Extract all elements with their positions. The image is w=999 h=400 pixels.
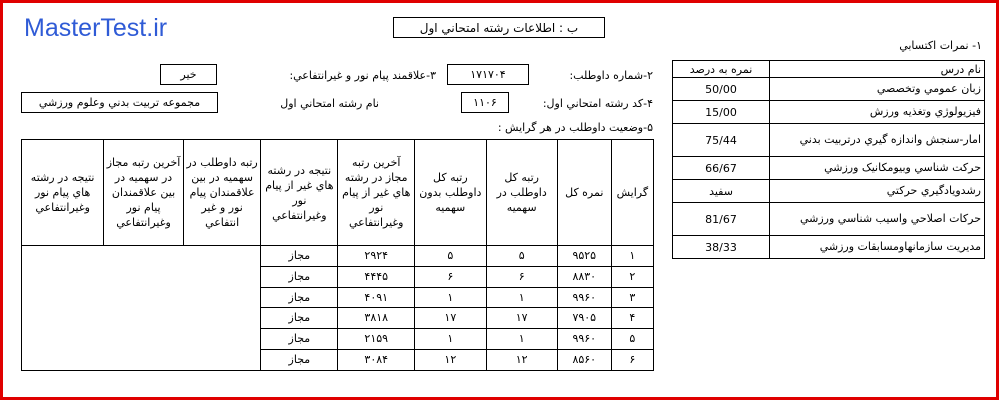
status-cell: ۱	[415, 329, 486, 350]
status-table	[21, 139, 654, 371]
exam-name-box: مجموعه تربيت بدني وعلوم ورزشي	[21, 92, 218, 113]
grade-score: 75/44	[673, 124, 770, 157]
status-header-cell: رتبه کل داوطلب در سهميه	[486, 140, 557, 246]
grade-course-name: رشدويادگيري حرکتي	[770, 180, 985, 203]
status-cell: ۸۸۳۰	[557, 266, 611, 287]
status-cell: ۵	[415, 246, 486, 267]
status-header-cell: آخرين رتبه مجاز در سهميه در بين علاقمندان پيام نور وغيرانتفاعي	[104, 140, 184, 246]
status-cell: مجاز	[261, 308, 338, 329]
status-cell: ۷۹۰۵	[557, 308, 611, 329]
status-cell: ۱	[611, 246, 653, 267]
status-cell: ۸۵۶۰	[557, 350, 611, 371]
status-cell: ۴	[611, 308, 653, 329]
grade-course-name: فيزيولوژي وتغذيه ورزش	[770, 101, 985, 124]
grade-row	[673, 78, 985, 101]
status-empty-area	[22, 246, 261, 371]
interest-box: خير	[160, 64, 217, 85]
status-row	[22, 246, 654, 267]
status-cell: ۲۹۲۴	[338, 246, 415, 267]
watermark: MasterTest.ir	[24, 14, 168, 42]
status-header-cell: رتبه کل داوطلب بدون سهميه	[415, 140, 486, 246]
grades-header-name: نام درس	[770, 61, 985, 78]
grade-row	[673, 180, 985, 203]
status-cell: ۳	[611, 287, 653, 308]
status-header-cell: آخرين رتبه مجاز در رشته هاي غير از پيام نور وغيرانتفاعي	[338, 140, 415, 246]
status-cell: ۱	[415, 287, 486, 308]
status-cell: ۱۷	[486, 308, 557, 329]
status-cell: ۲۱۵۹	[338, 329, 415, 350]
grades-header-score: نمره به درصد	[673, 61, 770, 78]
exam-name-label: نام رشته امتحاني اول	[280, 97, 379, 110]
status-header-cell: رتبه داوطلب در سهميه در بين علاقمندان پيام نور و غير انتفاعي	[183, 140, 261, 246]
status-cell: ۱۲	[415, 350, 486, 371]
status-cell: ۶	[611, 350, 653, 371]
grades-title: ۱- نمرات اکتسابي	[899, 39, 982, 52]
status-cell: ۳۰۸۴	[338, 350, 415, 371]
status-cell: ۱	[486, 287, 557, 308]
interest-label: ۳-علاقمند پيام نور و غيرانتفاعي:	[289, 69, 436, 82]
status-cell: ۳۸۱۸	[338, 308, 415, 329]
grade-row	[673, 157, 985, 180]
grade-row	[673, 124, 985, 157]
status-cell: مجاز	[261, 266, 338, 287]
grade-course-name: امار-سنجش واندازه گيري درتربيت بدني	[770, 124, 985, 157]
grade-course-name: زبان عمومي وتخصصي	[770, 78, 985, 101]
status-cell: ۶	[415, 266, 486, 287]
exam-code-label: ۴-کد رشته امتحاني اول:	[542, 97, 653, 110]
status-cell: مجاز	[261, 329, 338, 350]
status-cell: ۲	[611, 266, 653, 287]
exam-code-box: ۱۱۰۶	[461, 92, 509, 113]
grade-score: 66/67	[673, 157, 770, 180]
status-cell: ۹۹۶۰	[557, 287, 611, 308]
status-cell: ۹۹۶۰	[557, 329, 611, 350]
grade-score: سفيد	[673, 180, 770, 203]
grade-score: 15/00	[673, 101, 770, 124]
status-cell: مجاز	[261, 246, 338, 267]
status-cell: مجاز	[261, 287, 338, 308]
status-cell: ۴۴۴۵	[338, 266, 415, 287]
status-header-cell: گرايش	[611, 140, 653, 246]
status-header-cell: نتيجه در رشته هاي غير از پيام نور وغيرانتفاعي	[261, 140, 338, 246]
grade-course-name: حرکات اصلاحي واسيب شناسي ورزشي	[770, 203, 985, 236]
grade-row	[673, 203, 985, 236]
candidate-number-box: ۱۷۱۷۰۴	[447, 64, 529, 85]
status-cell: ۴۰۹۱	[338, 287, 415, 308]
grade-row	[673, 236, 985, 259]
grade-course-name: مديريت سازمانهاومسابقات ورزشي	[770, 236, 985, 259]
grade-row	[673, 101, 985, 124]
status-cell: ۵	[486, 246, 557, 267]
status-cell: ۱۷	[415, 308, 486, 329]
status-cell: ۱	[486, 329, 557, 350]
grade-course-name: حرکت شناسي وبيومکانيک ورزشي	[770, 157, 985, 180]
status-cell: مجاز	[261, 350, 338, 371]
candidate-number-label: ۲-شماره داوطلب:	[569, 69, 653, 82]
grades-table	[672, 60, 985, 259]
status-cell: ۵	[611, 329, 653, 350]
status-cell: ۱۲	[486, 350, 557, 371]
status-cell: ۹۵۲۵	[557, 246, 611, 267]
status-cell: ۶	[486, 266, 557, 287]
section-title: ب : اطلاعات رشته امتحاني اول	[393, 17, 605, 38]
status-header-cell: نتيجه در رشته هاي پيام نور وغيرانتفاعي	[22, 140, 104, 246]
grade-score: 50/00	[673, 78, 770, 101]
status-header-cell: نمره کل	[557, 140, 611, 246]
status-title: ۵-وضعيت داوطلب در هر گرايش :	[497, 121, 653, 134]
grade-score: 81/67	[673, 203, 770, 236]
grade-score: 38/33	[673, 236, 770, 259]
